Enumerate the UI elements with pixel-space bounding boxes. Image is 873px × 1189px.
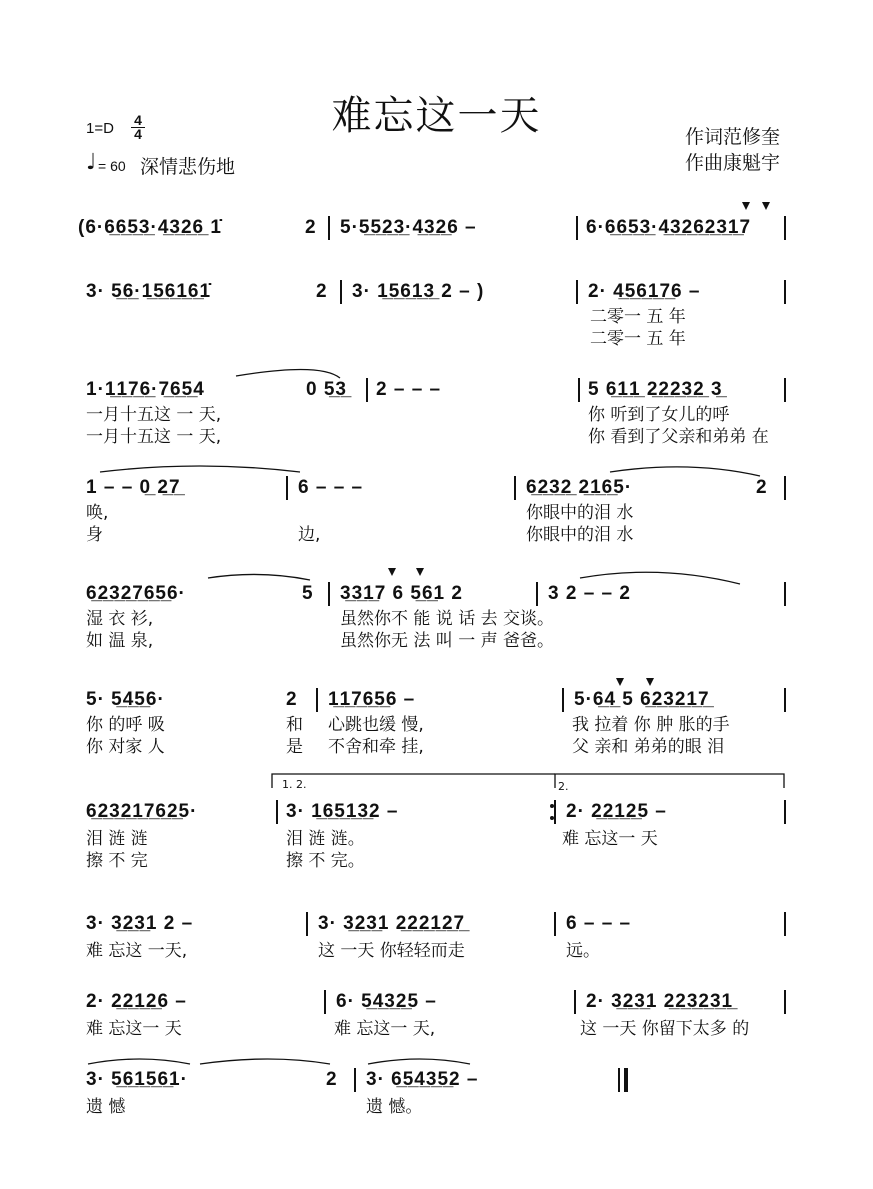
- measure: 3̲3̲1̲7 6 5̲6̲1 2: [340, 583, 463, 604]
- measure: 2· 2̲2̲1̲2̲5 –: [566, 801, 667, 822]
- barline: [784, 990, 786, 1014]
- lyric-verse-1: 你 听到了女儿的呼: [588, 405, 730, 425]
- measure: 0 5̲3̲: [306, 379, 347, 400]
- composer-credit: 作曲康魁宇: [685, 152, 781, 174]
- measure: 6· 5̲4̲3̲2̲5 –: [336, 991, 437, 1012]
- lyric-verse-1: 难 忘这一 天,: [334, 1019, 436, 1039]
- measure: 1 – – 0̲ 2̲7̲: [86, 477, 181, 498]
- measure: 6̲2̲3̲2̲ 2̲1̲6̲5·: [526, 477, 633, 498]
- lyric-verse-1: 难 忘这 一天,: [86, 941, 188, 961]
- lyric-verse-2: 是: [286, 737, 303, 757]
- repeat-barline: [554, 800, 556, 824]
- lyric-verse-2: 虽然你无 法 叫 一 声 爸爸。: [340, 631, 555, 651]
- measure: 2· 2̲2̲1̲2̲6 –: [86, 991, 187, 1012]
- lyric-verse-1: 泪 涟 涟: [86, 829, 148, 849]
- time-signature-top: 4: [131, 114, 145, 128]
- lyric-verse-1: 遗 憾: [86, 1097, 126, 1117]
- barline: [574, 990, 576, 1014]
- barline: [286, 476, 288, 500]
- measure: 6 – – –: [298, 477, 364, 498]
- barline: [354, 1068, 356, 1092]
- measure: 3· 1̲5̲6̲1̲3̲ 2 – ): [352, 281, 485, 302]
- barline: [324, 990, 326, 1014]
- lyric-verse-1: 和: [286, 715, 303, 735]
- final-barline: [624, 1068, 628, 1092]
- measure: 2: [286, 689, 298, 710]
- measure: 3· 6̲5̲4̲3̲5̲2 –: [366, 1069, 479, 1090]
- time-signature-bottom: 4: [134, 126, 142, 142]
- barline: [328, 216, 330, 240]
- measure: 3· 5̲6̲1̲5̲6̲1·: [86, 1069, 188, 1090]
- lyric-verse-2: 擦 不 完。: [286, 851, 365, 871]
- lyric-verse-1: 你眼中的泪 水: [526, 503, 634, 523]
- measure: 5·5̲5̲2̲3̲·4̲3̲2̲6 –: [340, 217, 477, 238]
- lyric-verse-1: 湿 衣 衫,: [86, 609, 154, 629]
- lyric-verse-1: 二零一 五 年: [590, 307, 686, 327]
- measure: 3· 3̲2̲3̲1 2 –: [86, 913, 194, 934]
- barline: [576, 216, 578, 240]
- lyric-verse-1: 这 一天 你轻轻而走: [318, 941, 465, 961]
- expression-marking: 深情悲伤地: [140, 156, 236, 178]
- measure: 2· 3̲2̲3̲1 2̲2̲3̲2̲3̲1̲: [586, 991, 734, 1012]
- measure: 3 2 – – 2: [548, 583, 631, 604]
- measure: 3· 1̲6̲5̲1̲3̲2 –: [286, 801, 399, 822]
- time-signature: [131, 114, 145, 141]
- measure: 6̲2̲3̲2̲1̲7̲6̲2̲5·: [86, 801, 198, 822]
- barline: [784, 688, 786, 712]
- barline: [514, 476, 516, 500]
- score-line-10: [0, 1068, 873, 1188]
- lyric-verse-2: 一月十五这 一 天,: [86, 427, 222, 447]
- lyric-verse-1: 这 一天 你留下太多 的: [580, 1019, 750, 1039]
- measure: 2 – – –: [376, 379, 442, 400]
- barline: [554, 912, 556, 936]
- lyricist-credit: 作词范修奎: [685, 126, 781, 148]
- measure: 2: [756, 477, 768, 498]
- lyric-verse-2: 如 温 泉,: [86, 631, 154, 651]
- tempo-marking: = 60: [98, 158, 126, 174]
- lyric-verse-1: 泪 涟 涟。: [286, 829, 365, 849]
- barline: [576, 280, 578, 304]
- barline: [784, 912, 786, 936]
- measure: 5·6̲4̲ 5 6̲2̲3̲2̲1̲7̲: [574, 689, 710, 710]
- barline: [316, 688, 318, 712]
- measure: 2· 4̲5̲6̲1̲7̲6 –: [588, 281, 701, 302]
- lyric-verse-1: 一月十五这 一 天,: [86, 405, 222, 425]
- lyric-verse-2: 二零一 五 年: [590, 329, 686, 349]
- measure: 6̲2̲3̲2̲7̲6̲5̲6·: [86, 583, 186, 604]
- lyric-verse-1: 难 忘这一 天: [562, 829, 658, 849]
- barline: [618, 1068, 620, 1092]
- measure: 2: [305, 217, 317, 238]
- measure: 3· 3̲2̲3̲1 2̲2̲2̲1̲2̲7̲: [318, 913, 466, 934]
- lyric-verse-2: 擦 不 完: [86, 851, 148, 871]
- lyric-verse-1: 心跳也缓 慢,: [328, 715, 424, 735]
- barline: [276, 800, 278, 824]
- measure: 5· 5̲4̲5̲6·: [86, 689, 165, 710]
- lyric-verse-2: 父 亲和 弟弟的眼 泪: [572, 737, 725, 757]
- lyric-verse-2: 你眼中的泪 水: [526, 525, 634, 545]
- lyric-verse-2: 你 对家 人: [86, 737, 165, 757]
- lyric-verse-2: 你 看到了父亲和弟弟 在: [588, 427, 769, 447]
- barline: [784, 216, 786, 240]
- lyric-verse-1: 远。: [566, 941, 600, 961]
- barline: [784, 476, 786, 500]
- measure: 2: [316, 281, 328, 302]
- score-line-5: [0, 582, 873, 702]
- score-line-6: [0, 688, 873, 808]
- score-line-4: [0, 476, 873, 596]
- lyric-verse-2: 边,: [298, 525, 321, 545]
- song-title: 难忘这一天: [331, 93, 542, 139]
- lyric-verse-1: 唤,: [86, 503, 109, 523]
- measure: 1·1̲1̲7̲6̲·7̲6̲5̲4: [86, 379, 205, 400]
- volta-bracket-2-label: 2.: [558, 780, 569, 793]
- measure: 5: [302, 583, 314, 604]
- quarter-note-icon: ♩: [86, 150, 97, 175]
- barline: [536, 582, 538, 606]
- barline: [306, 912, 308, 936]
- volta-bracket-1-label: 1. 2.: [282, 778, 307, 791]
- barline: [578, 378, 580, 402]
- lyric-verse-2: 身: [86, 525, 103, 545]
- barline: [784, 378, 786, 402]
- lyric-verse-1: 难 忘这一 天: [86, 1019, 182, 1039]
- barline: [784, 582, 786, 606]
- lyric-verse-2: 不舍和牵 挂,: [328, 737, 424, 757]
- lyric-verse-1: 你 的呼 吸: [86, 715, 165, 735]
- measure: (6·6̲6̲5̲3̲·4̲3̲2̲6̲ 1̇: [78, 217, 222, 238]
- lyric-verse-1: 虽然你不 能 说 话 去 交谈。: [340, 609, 555, 629]
- lyric-verse-1: 我 拉着 你 肿 胀的手: [572, 715, 730, 735]
- measure: 6·6̲6̲5̲3̲·4̲3̲2̲6̲2̲3̲1̲7: [586, 217, 752, 238]
- score-line-7: [0, 778, 873, 920]
- measure: 2: [326, 1069, 338, 1090]
- barline: [784, 280, 786, 304]
- accent-mark: [762, 202, 770, 210]
- barline: [562, 688, 564, 712]
- measure: 6 – – –: [566, 913, 632, 934]
- measure: 1̲1̲7̲6̲5̲6 –: [328, 689, 416, 710]
- barline: [328, 582, 330, 606]
- measure: 5 6̲1̲1̲ 2̲2̲2̲3̲2̲ 3̲: [588, 379, 723, 400]
- measure: 3· 5̲6̲·1̲5̲6̲1̲6̲1̇: [86, 281, 212, 302]
- lyric-verse-1: 遗 憾。: [366, 1097, 423, 1117]
- barline: [340, 280, 342, 304]
- key-signature: 1=D: [86, 120, 114, 137]
- barline: [784, 800, 786, 824]
- accent-mark: [742, 202, 750, 210]
- barline: [366, 378, 368, 402]
